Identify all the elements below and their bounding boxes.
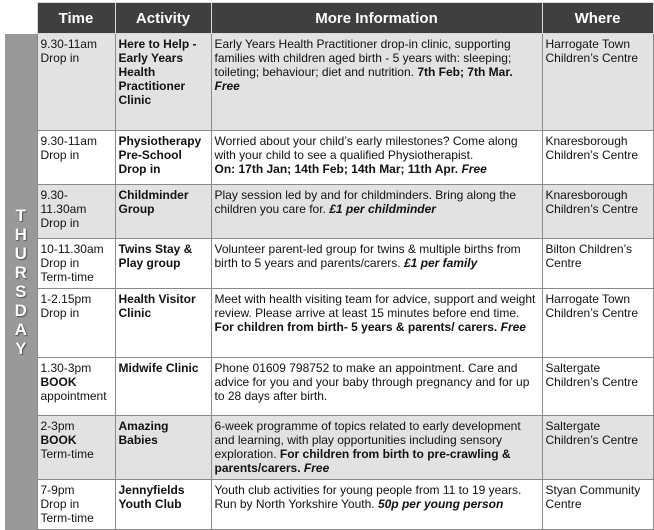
where-cell: Styan Community Centre <box>542 480 653 530</box>
day-letter: Y <box>15 338 27 358</box>
time-range: 1.30-3pm <box>40 361 92 375</box>
time-cell <box>37 358 115 416</box>
book-label: BOOK <box>40 433 77 447</box>
day-letter: H <box>14 224 27 244</box>
info-text: 6-week programme of topics related to early development and learning, with play opportunities including sensory exploration. <box>214 419 521 461</box>
info-audience: For children from birth to pre-crawling & parents/carers. <box>214 447 511 475</box>
info-price: Free <box>303 461 330 475</box>
day-letter: T <box>15 205 26 225</box>
time-range: 9.30-11am <box>40 134 97 148</box>
time-cell <box>37 480 115 530</box>
time-range: 9.30-11am <box>40 37 97 51</box>
time-range: 10-11.30am <box>40 242 104 256</box>
time-term: Term-time <box>40 511 94 525</box>
time-range: 1-2.15pm <box>40 292 92 306</box>
where-cell: Harrogate Town Children’s Centre <box>542 34 653 131</box>
where-cell: Harrogate Town Children’s Centre <box>542 289 653 358</box>
where-cell: Saltergate Children’s Centre <box>542 358 653 416</box>
table-row <box>5 358 653 416</box>
info-text: Play session led by and for childminders. Bring along the children you care for. <box>214 188 516 216</box>
info-cell <box>211 289 542 358</box>
time-range: 7-9pm <box>40 483 75 497</box>
info-text: Early Years Health Practitioner drop-in clinic, supporting families with children aged birth - 5 years with: sleeping; toileting; behaviour; diet and nutrition. <box>214 37 512 79</box>
info-audience: For children from birth- 5 years & parents/ carers. <box>214 320 498 334</box>
book-label: BOOK <box>40 375 77 389</box>
time-note: Drop in <box>40 497 80 511</box>
info-text: Worried about your child’s early milestones? Come along with your child to see a qualified Physiotherapist. <box>214 134 518 162</box>
header-more-information: More Information <box>211 3 542 34</box>
info-cell <box>211 239 542 289</box>
info-cell <box>211 34 542 131</box>
where-cell: Bilton Children’s Centre <box>542 239 653 289</box>
info-price: Free <box>214 79 240 93</box>
day-letter: A <box>14 319 27 339</box>
activity-cell: Jennyfields Youth Club <box>115 480 211 530</box>
header-blank <box>5 3 37 34</box>
header-row <box>5 3 653 34</box>
time-term: Term-time <box>40 447 94 461</box>
time-range: 2-3pm <box>40 419 75 433</box>
day-letter: R <box>14 262 27 282</box>
time-note: Drop in <box>40 256 80 270</box>
info-price: Free <box>461 162 487 176</box>
time-cell <box>37 289 115 358</box>
info-price: £1 per childminder <box>329 202 436 216</box>
activity-cell: Amazing Babies <box>115 416 211 480</box>
activity-timetable <box>5 2 654 530</box>
where-cell: Knaresborough Children’s Centre <box>542 131 653 185</box>
info-cell <box>211 131 542 185</box>
info-dates: On: 17th Jan; 14th Feb; 14th Mar; 11th Apr. <box>214 162 459 176</box>
header-activity: Activity <box>115 3 211 34</box>
activity-cell: Health Visitor Clinic <box>115 289 211 358</box>
info-text: Volunteer parent-led group for twins & multiple births from birth to 5 years and parents/carers. <box>214 242 521 270</box>
info-cell <box>211 416 542 480</box>
table-row <box>5 34 653 131</box>
table-row <box>5 289 653 358</box>
day-letter: S <box>15 281 27 301</box>
info-price: 50p per young person <box>377 497 504 511</box>
time-note: Drop in <box>40 51 80 65</box>
info-price: Free <box>500 320 526 334</box>
time-cell <box>37 185 115 239</box>
info-cell: Phone 01609 798752 to make an appointment. Care and advice for you and your baby through pregnancy and for up to 28 days after birth. <box>211 358 542 416</box>
table-row <box>5 131 653 185</box>
day-letter: U <box>14 243 27 263</box>
info-price: £1 per family <box>403 256 478 270</box>
table-row <box>5 239 653 289</box>
day-label-thursday <box>5 34 37 530</box>
activity-cell: Twins Stay & Play group <box>115 239 211 289</box>
where-cell: Saltergate Children’s Centre <box>542 416 653 480</box>
time-note: appointment <box>40 389 107 403</box>
time-note: Drop in <box>40 306 80 320</box>
time-note: Drop in <box>40 148 80 162</box>
info-cell <box>211 185 542 239</box>
time-cell <box>37 239 115 289</box>
table-row <box>5 185 653 239</box>
table-row <box>5 416 653 480</box>
time-range: 9.30- 11.30am <box>40 188 87 216</box>
activity-cell: Physiotherapy Pre-School Drop in <box>115 131 211 185</box>
header-time: Time <box>37 3 115 34</box>
info-dates: 7th Feb; 7th Mar. <box>417 65 513 79</box>
where-cell: Knaresborough Children’s Centre <box>542 185 653 239</box>
activity-cell: Midwife Clinic <box>115 358 211 416</box>
activity-cell: Here to Help - Early Years Health Practitioner Clinic <box>115 34 211 131</box>
time-term: Term-time <box>40 270 94 284</box>
time-cell <box>37 131 115 185</box>
info-text: Meet with health visiting team for advice, support and weight review. Please arrive at least 15 minutes before end time. <box>214 292 536 320</box>
time-note: Drop in <box>40 216 80 230</box>
time-cell <box>37 416 115 480</box>
activity-cell: Childminder Group <box>115 185 211 239</box>
day-letter: D <box>14 300 27 320</box>
table-row <box>5 480 653 530</box>
info-text: Youth club activities for young people from 11 to 19 years. Run by North Yorkshire Youth. <box>214 483 522 511</box>
info-cell <box>211 480 542 530</box>
time-cell <box>37 34 115 131</box>
header-where: Where <box>542 3 653 34</box>
